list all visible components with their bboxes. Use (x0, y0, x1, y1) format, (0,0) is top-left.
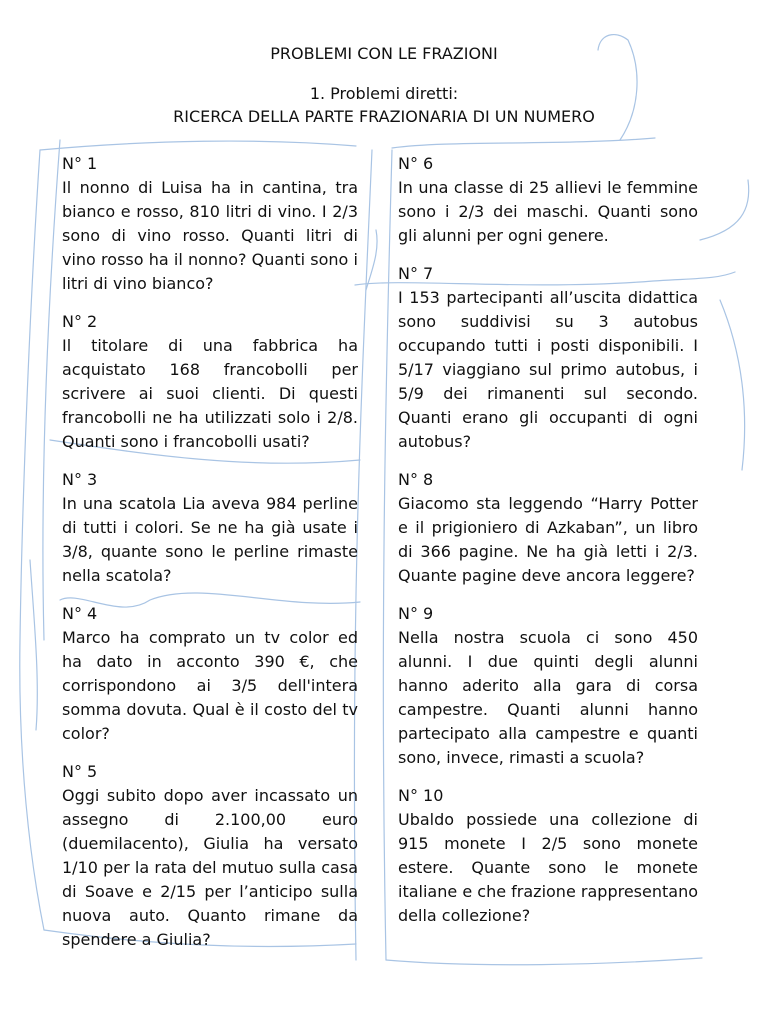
problem-number: N° 2 (62, 312, 98, 331)
right-column (398, 152, 698, 942)
problem-8 (398, 468, 698, 588)
problem-text: Marco ha comprato un tv color ed ha dato in acconto 390 €, che corrispondono ai 3/5 dell'intera somma dovuta. Qual è il costo del tv color? (62, 628, 358, 743)
problem-number: N° 10 (398, 786, 444, 805)
problem-5 (62, 760, 358, 952)
section-heading: 1. Problemi diretti: (309, 84, 459, 103)
problem-text: Ubaldo possiede una collezione di 915 monete I 2/5 sono monete estere. Quante sono le monete italiane e che frazione rappresentano della collezione? (398, 810, 698, 925)
problem-1 (62, 152, 358, 296)
problem-number: N° 8 (398, 470, 434, 489)
problem-number: N° 5 (62, 762, 98, 781)
problem-text: Il titolare di una fabbrica ha acquistato 168 francobolli per scrivere ai suoi clienti. Di questi francobolli ne ha utilizzati solo i 2/8. Quanti sono i francobolli usati? (62, 336, 358, 451)
problem-text: Oggi subito dopo aver incassato un assegno di 2.100,00 euro (duemilacento), Giulia ha versato 1/10 per la rata del mutuo sulla casa di Soave e 2/15 per l’anticipo sulla nuova auto. Quanto rimane da spendere a Giulia? (62, 786, 358, 949)
problem-number: N° 6 (398, 154, 434, 173)
problem-6 (398, 152, 698, 248)
problem-number: N° 9 (398, 604, 434, 623)
left-column (62, 152, 358, 966)
problem-number: N° 3 (62, 470, 98, 489)
problem-text: Nella nostra scuola ci sono 450 alunni. I due quinti degli alunni hanno aderito alla gara di corsa campestre. Quanti alunni hanno partecipato alla campestre e quanti sono, invece, rimasti a scuola? (398, 628, 698, 767)
problem-number: N° 7 (398, 264, 434, 283)
problem-3 (62, 468, 358, 588)
problem-10 (398, 784, 698, 928)
problem-7 (398, 262, 698, 454)
page-title: PROBLEMI CON LE FRAZIONI (270, 44, 498, 63)
problem-4 (62, 602, 358, 746)
section-subheading: RICERCA DELLA PARTE FRAZIONARIA DI UN NUMERO (173, 107, 595, 126)
problem-text: Giacomo sta leggendo “Harry Potter e il prigioniero di Azkaban”, un libro di 366 pagine. Ne ha già letti i 2/3. Quante pagine deve ancora leggere? (398, 494, 698, 585)
problem-text: In una classe di 25 allievi le femmine sono i 2/3 dei maschi. Quanti sono gli alunni per ogni genere. (398, 178, 698, 245)
problem-number: N° 4 (62, 604, 98, 623)
problem-text: In una scatola Lia aveva 984 perline di tutti i colori. Se ne ha già usate i 3/8, quante sono le perline rimaste nella scatola? (62, 494, 358, 585)
problem-9 (398, 602, 698, 770)
problem-2 (62, 310, 358, 454)
problem-number: N° 1 (62, 154, 98, 173)
problem-text: Il nonno di Luisa ha in cantina, tra bianco e rosso, 810 litri di vino. I 2/3 sono di vino rosso. Quanti litri di vino rosso ha il nonno? Quanti sono i litri di vino bianco? (62, 178, 358, 293)
problem-text: I 153 partecipanti all’uscita didattica sono suddivisi su 3 autobus occupando tutti i posti disponibili. I 5/17 viaggiano sul primo autobus, i 5/9 dei rimanenti sul secondo. Quanti erano gli occupanti di ogni autobus? (398, 288, 698, 451)
